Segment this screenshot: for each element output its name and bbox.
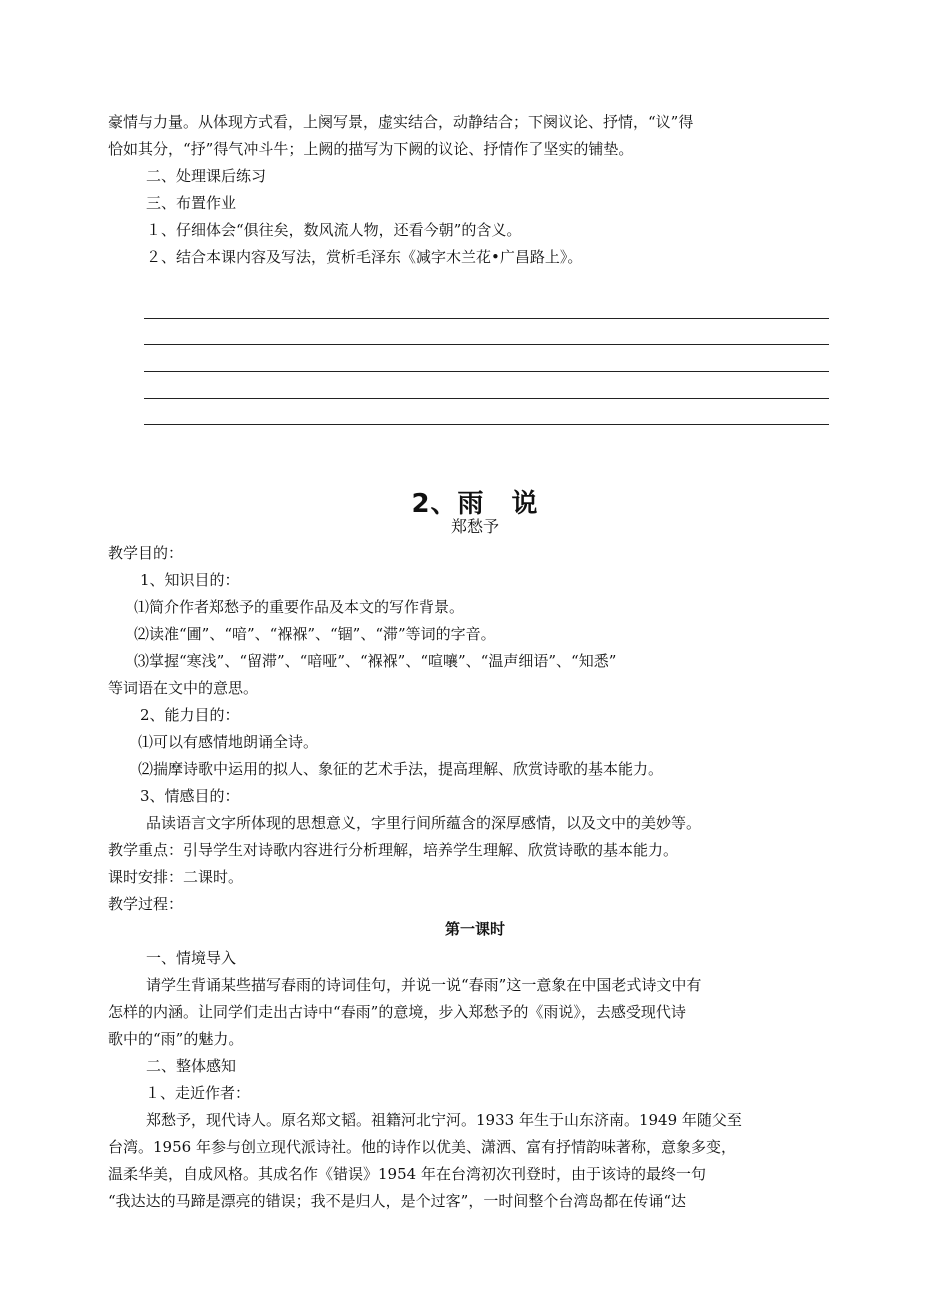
lesson-author: 郑愁予 (450, 517, 499, 536)
section-heading: 教学过程： (108, 895, 184, 913)
list-item-continued: 等词语在文中的意思。 (108, 679, 259, 697)
list-item: ⑵揣摩诗歌中运用的拟人、象征的艺术手法，提高理解、欣赏诗歌的基本能力。 (138, 760, 664, 778)
lesson-title: 2、雨 说 (411, 489, 539, 519)
writing-line (144, 344, 829, 345)
section-heading: 三、布置作业 (146, 194, 237, 212)
schedule: 课时安排：二课时。 (108, 868, 244, 886)
paragraph-line: 郑愁予，现代诗人。原名郑文韬。祖籍河北宁河。1933 年生于山东济南。1949 年随父至 (146, 1111, 742, 1129)
paragraph-line: 温柔华美，自成风格。其成名作《错误》1954 年在台湾初次刊登时，由于该诗的最终一句 (108, 1165, 706, 1183)
paragraph-line: 怎样的内涵。让同学们走出古诗中“春雨”的意境，步入郑愁予的《雨说》，去感受现代诗 (108, 1003, 686, 1021)
sub-heading: 1、知识目的： (140, 571, 240, 589)
section-heading: 教学目的： (108, 544, 184, 562)
writing-line (144, 424, 829, 425)
paragraph-line: 豪情与力量。从体现方式看，上阕写景，虚实结合，动静结合；下阕议论、抒情，“议”得 (108, 113, 694, 131)
sub-heading: １、走近作者： (145, 1084, 251, 1102)
writing-line (144, 318, 829, 319)
session-heading: 第一课时 (444, 920, 505, 938)
section-heading: 二、处理课后练习 (146, 167, 267, 185)
paragraph-line: “我达达的马蹄是漂亮的错误；我不是归人，是个过客”，一时间整个台湾岛都在传诵“达 (108, 1192, 687, 1210)
homework-item: １、仔细体会“俱往矣，数风流人物，还看今朝”的含义。 (146, 221, 522, 239)
paragraph-line: 请学生背诵某些描写春雨的诗词佳句，并说一说“春雨”这一意象在中国老式诗文中有 (146, 976, 702, 994)
paragraph-line: 恰如其分，“抒”得气冲斗牛；上阙的描写为下阙的议论、抒情作了坚实的铺垫。 (108, 140, 634, 158)
list-item: ⑵读准“圃”、“喑”、“褓褓”、“锢”、“滞”等词的字音。 (134, 625, 496, 643)
sub-heading: 3、情感目的： (140, 787, 240, 805)
list-item: ⑴可以有感情地朗诵全诗。 (138, 733, 319, 751)
section-heading: 二、整体感知 (146, 1057, 237, 1075)
writing-line (144, 398, 829, 399)
list-item: ⑶掌握“寒浅”、“留滞”、“喑哑”、“褓褓”、“喧嚷”、“温声细语”、“知悉” (134, 652, 617, 670)
homework-item: ２、结合本课内容及写法，赏析毛泽东《减字木兰花•广昌路上》。 (146, 248, 583, 266)
paragraph-line: 台湾。1956 年参与创立现代派诗社。他的诗作以优美、潇洒、富有抒情韵味著称，意象多变， (108, 1138, 736, 1156)
paragraph-line: 歌中的“雨”的魅力。 (108, 1030, 244, 1048)
list-item: ⑴简介作者郑愁予的重要作品及本文的写作背景。 (134, 598, 465, 616)
section-heading: 一、情境导入 (146, 949, 237, 967)
paragraph-line: 品读语言文字所体现的思想意义，字里行间所蕴含的深厚感情，以及文中的美妙等。 (146, 814, 702, 832)
teaching-focus: 教学重点：引导学生对诗歌内容进行分析理解，培养学生理解、欣赏诗歌的基本能力。 (108, 841, 679, 859)
writing-line (144, 371, 829, 372)
sub-heading: 2、能力目的： (140, 706, 240, 724)
